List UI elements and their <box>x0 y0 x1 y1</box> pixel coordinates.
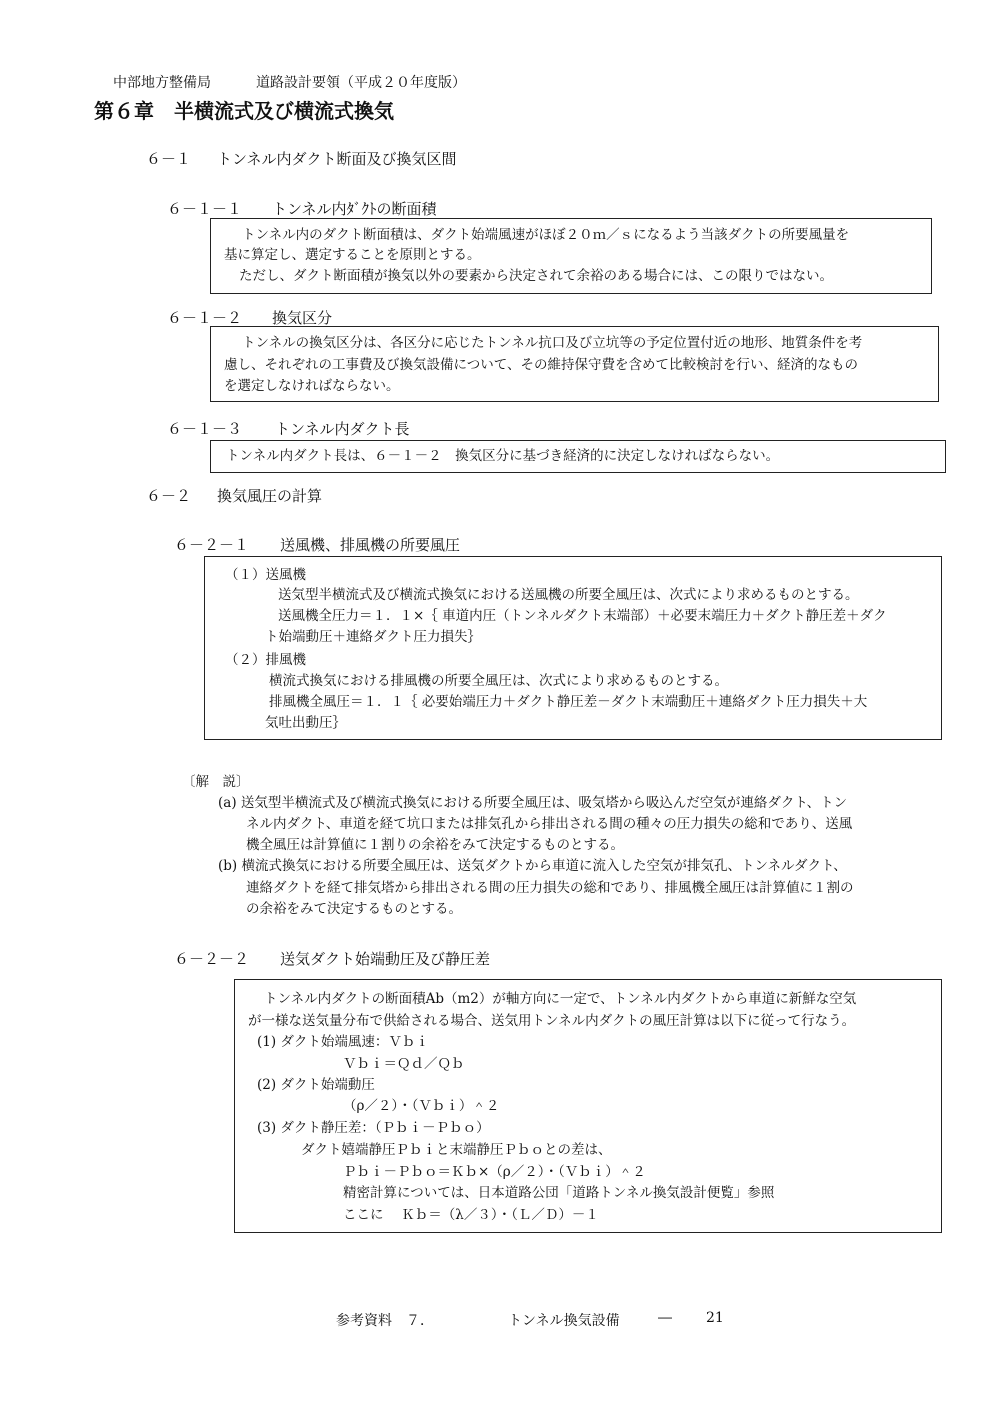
box-6-2-2-line: 精密計算については、日本道路公団「道路トンネル換気設計便覧」参照 <box>343 1185 775 1201</box>
box-6-2-2-line: トンネル内ダクトの断面積Ab（m2）が軸方向に一定で、トンネル内ダクトから車道に新鮮な空気 <box>264 991 857 1007</box>
box-6-1-2-line: を選定しなければならない。 <box>224 378 400 394</box>
section-6-2-2-title: 送気ダクト始端動圧及び静圧差 <box>280 950 491 968</box>
box-6-2-2-line: Ｖｂｉ＝Ｑｄ／Ｑｂ <box>343 1056 465 1072</box>
commentary-line: 連絡ダクトを経て排気塔から排出される間の圧力損失の総和であり、排風機全風圧は計算値に１割の <box>246 880 854 896</box>
footer-dash: ― <box>658 1310 672 1326</box>
box-6-2-2 <box>234 979 942 1233</box>
section-6-1-number: ６－１ <box>146 150 192 168</box>
section-6-2-1-title: 送風機、排風機の所要風圧 <box>280 536 461 554</box>
commentary-heading: 〔解 説〕 <box>182 774 250 790</box>
section-6-1-1-title: トンネル内ﾀﾞｸﾄの断面積 <box>272 200 437 218</box>
section-6-1-2-title: 換気区分 <box>272 309 333 327</box>
commentary-line: ネル内ダクト、車道を経て坑口または排気孔から排出される間の種々の圧力損失の総和であり、送風 <box>246 816 853 832</box>
commentary-line: (a) 送気型半横流式及び横流式換気における所要全風圧は、吸気塔から吸込んだ空気が連絡ダクト、トン <box>218 795 848 811</box>
commentary-line: (b) 横流式換気における所要全風圧は、送気ダクトから車道に流入した空気が排気孔、トンネルダクト、 <box>218 858 847 874</box>
section-6-1-3-number: ６－１－３ <box>167 420 243 438</box>
box-6-2-2-line: (1) ダクト始端風速：Ｖｂｉ <box>257 1034 429 1050</box>
commentary-line: の余裕をみて決定するものとする。 <box>246 901 462 917</box>
footer-page-number: 21 <box>706 1310 724 1326</box>
section-6-2-title: 換気風圧の計算 <box>217 487 323 505</box>
footer-title: トンネル換気設備 <box>508 1313 620 1329</box>
section-6-1-3-title: トンネル内ダクト長 <box>275 420 410 438</box>
box-6-2-1-line: 送風機全圧力＝１．１×｛ 車道内圧（トンネルダクト末端部）＋必要末端圧力＋ダクト静圧差＋ダク <box>278 608 887 624</box>
box-6-2-1-line: 排風機全風圧＝１．１｛ 必要始端圧力＋ダクト静圧差－ダクト末端動圧＋連絡ダクト圧力損失＋大 <box>269 694 868 710</box>
box-6-2-1-line: （２）排風機 <box>225 652 306 668</box>
section-6-2-1-number: ６－２－１ <box>174 536 250 554</box>
box-6-1-3-line: トンネル内ダクト長は、６－１－２ 換気区分に基づき経済的に決定しなければならない。 <box>226 448 780 464</box>
footer-label: 参考資料 ７． <box>336 1313 434 1329</box>
chapter-title: 第６章 半横流式及び横流式換気 <box>94 99 394 123</box>
box-6-2-2-line: ここに Ｋｂ＝（λ／３）・（Ｌ／Ｄ）－１ <box>343 1207 599 1223</box>
section-6-2-number: ６－２ <box>146 487 192 505</box>
box-6-1-3 <box>210 440 946 473</box>
box-6-2-1-line: 気吐出動圧｝ <box>265 715 346 731</box>
box-6-2-2-line: （ρ／２）・（Ｖｂｉ）＾２ <box>343 1098 500 1114</box>
header-doc: 道路設計要領（平成２０年度版） <box>256 75 466 91</box>
commentary-line: 機全風圧は計算値に１割りの余裕をみて決定するものとする。 <box>246 837 624 853</box>
box-6-1-1-line: トンネル内のダクト断面積は、ダクト始端風速がほぼ２０ｍ／ｓになるよう当該ダクトの所要風量を <box>242 227 850 243</box>
box-6-2-1 <box>204 556 942 740</box>
section-6-2-2-number: ６－２－２ <box>174 950 250 968</box>
box-6-2-1-line: 横流式換気における排風機の所要全風圧は、次式により求めるものとする。 <box>269 673 728 689</box>
box-6-1-1-line: ただし、ダクト断面積が換気以外の要素から決定されて余裕のある場合には、この限りではない。 <box>239 268 833 284</box>
box-6-1-2 <box>210 326 939 402</box>
box-6-2-2-line: (3) ダクト静圧差：（Ｐｂｉ－Ｐｂｏ） <box>257 1120 490 1136</box>
section-6-1-title: トンネル内ダクト断面及び換気区間 <box>217 150 457 168</box>
section-6-1-1-number: ６－１－１ <box>167 200 243 218</box>
box-6-2-2-line: Ｐｂｉ－Ｐｂｏ＝Ｋｂ×（ρ／２）・（Ｖｂｉ）＾２ <box>343 1164 646 1180</box>
box-6-2-2-line: ダクト嬉端静圧Ｐｂｉと末端静圧Ｐｂｏとの差は、 <box>301 1142 612 1158</box>
box-6-1-1 <box>210 218 932 294</box>
header-org: 中部地方整備局 <box>113 75 211 91</box>
box-6-2-2-line: (2) ダクト始端動圧 <box>257 1077 375 1093</box>
section-6-1-2-number: ６－１－２ <box>167 309 243 327</box>
box-6-2-1-line: ト始端動圧＋連絡ダクト圧力損失｝ <box>265 629 481 645</box>
box-6-1-1-line: 基に算定し、選定することを原則とする。 <box>224 247 481 263</box>
box-6-2-2-line: が一様な送気量分布で供給される場合、送気用トンネル内ダクトの風圧計算は以下に従って行なう。 <box>248 1013 856 1029</box>
box-6-2-1-line: （１）送風機 <box>225 567 306 583</box>
box-6-1-2-line: トンネルの換気区分は、各区分に応じたトンネル抗口及び立坑等の予定位置付近の地形、地質条件を考 <box>242 335 863 351</box>
box-6-1-2-line: 慮し、それぞれの工事費及び換気設備について、その維持保守費を含めて比較検討を行い、経済的なもの <box>224 357 858 373</box>
box-6-2-1-line: 送気型半横流式及び横流式換気における送風機の所要全風圧は、次式により求めるものとする。 <box>278 587 859 603</box>
